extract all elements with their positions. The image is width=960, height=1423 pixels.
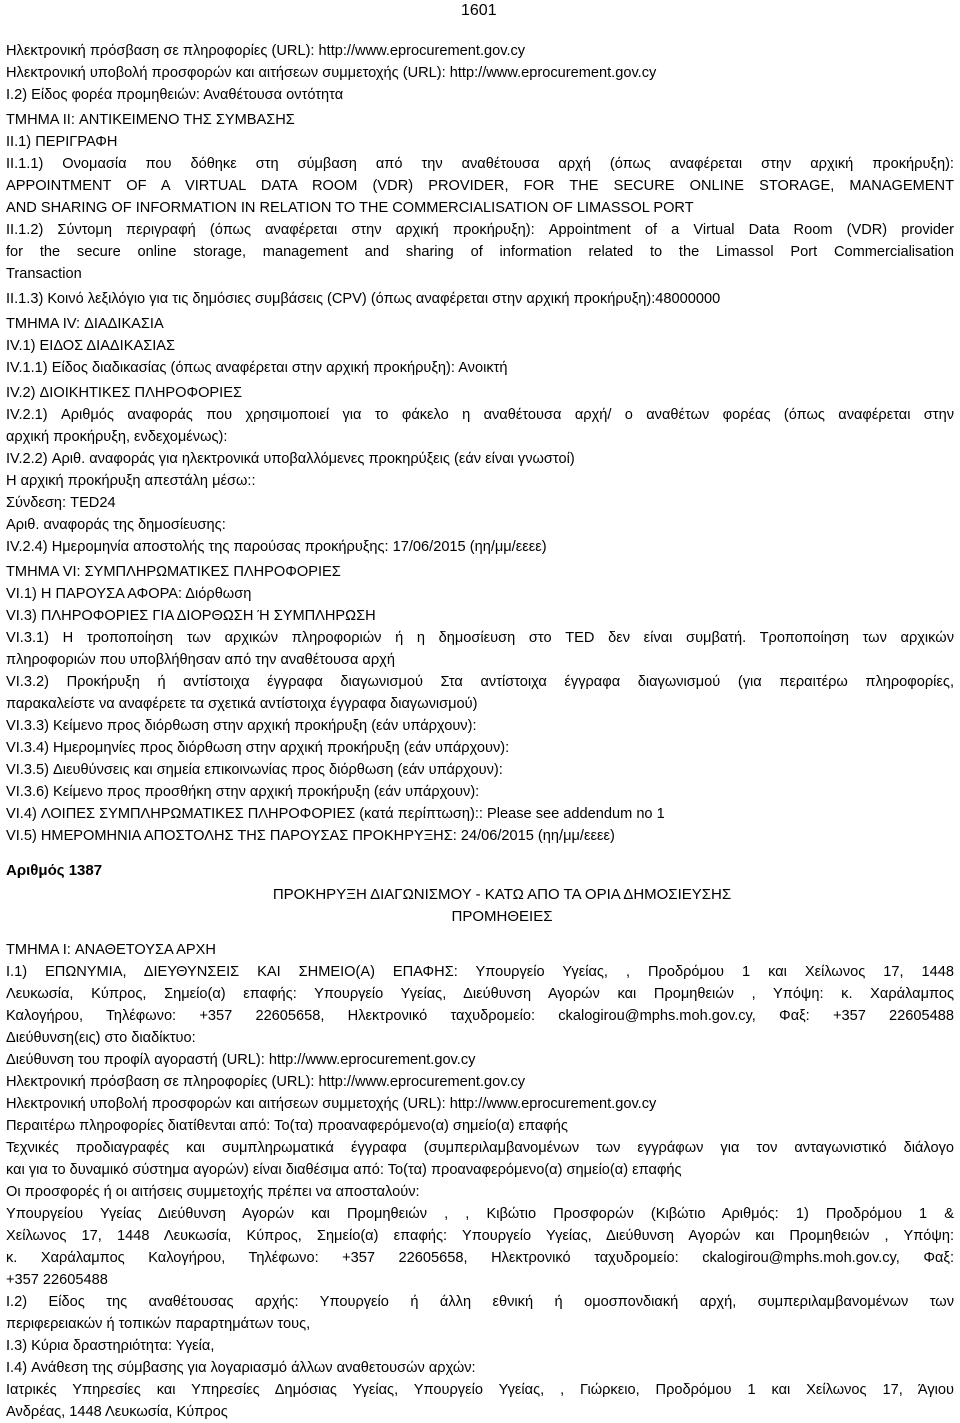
text-line: Η αρχική προκήρυξη απεστάλη μέσω:: — [6, 473, 256, 489]
text-line: for the secure online storage, management and sharing of information related to the Limassol Port Commercialisation — [6, 244, 954, 260]
text-line: II.1.1) Ονομασία που δόθηκε στη σύμβαση από την αναθέτουσα αρχή (όπως αναφέρεται στην αρχική προκήρυξη): — [6, 156, 954, 172]
text-line: I.2) Είδος της αναθέτουσας αρχής: Υπουργείο ή άλλη εθνική ή ομοσπονδιακή αρχή, συμπεριλαμβανομένων των — [6, 1294, 954, 1310]
text-line: Ιατρικές Υπηρεσίες και Υπηρεσίες Δημόσιας Υγείας, Υπουργείο Υγείας, , Γιώρκειο, Προδρόμου 1 και Χείλωνος 17, Άγιου — [6, 1382, 954, 1398]
text-line: I.3) Κύρια δραστηριότητα: Υγεία, — [6, 1338, 215, 1354]
text-line: κ. Χαράλαμπος Καλογήρου, Τηλέφωνο: +357 22605658, Ηλεκτρονικό ταχυδρομείο: ckalogirou@mphs.moh.gov.cy, Φαξ: — [6, 1250, 954, 1266]
text-line: Τεχνικές προδιαγραφές και συμπληρωματικά έγγραφα (συμπεριλαμβανομένων των εγγράφων για τον ανταγωνιστικό διάλογο — [6, 1140, 954, 1156]
text-line: VI.4) ΛΟΙΠΕΣ ΣΥΜΠΛΗΡΩΜΑΤΙΚΕΣ ΠΛΗΡΟΦΟΡΙΕΣ (κατά περίπτωση):: Please see addendum no 1 — [6, 806, 665, 822]
text-line: Διεύθυνση του προφίλ αγοραστή (URL): http://www.eprocurement.gov.cy — [6, 1052, 476, 1068]
text-line: IV.2.4) Ημερομηνία αποστολής της παρούσας προκήρυξης: 17/06/2015 (ηη/μμ/εεεε) — [6, 539, 547, 555]
text-line: VI.3.1) Η τροποποίηση των αρχικών πληροφοριών ή η δημοσίευση στο TED δεν είναι συμβατή. Τροποποίηση των αρχικών — [6, 630, 954, 646]
text-line: VI.3.2) Προκήρυξη ή αντίστοιχα έγγραφα διαγωνισμού Στα αντίστοιχα έγγραφα διαγωνισμού (για περαιτέρω πληροφορίες, — [6, 674, 954, 690]
text-line: I.1) ΕΠΩΝΥΜΙΑ, ΔΙΕΥΘΥΝΣΕΙΣ ΚΑΙ ΣΗΜΕΙΟ(Α) ΕΠΑΦΗΣ: Υπουργείο Υγείας, , Προδρόμου 1 και Χείλωνος 17, 1448 — [6, 964, 954, 980]
text-line: Ηλεκτρονική υποβολή προσφορών και αιτήσεων συμμετοχής (URL): http://www.eprocurement.gov.cy — [6, 1096, 657, 1112]
text-line: VI.3.6) Κείμενο προς προσθήκη στην αρχική προκήρυξη (εάν υπάρχουν): — [6, 784, 480, 800]
subsection-heading: VI.3) ΠΛΗΡΟΦΟΡΙΕΣ ΓΙΑ ΔΙΟΡΘΩΣΗ Ή ΣΥΜΠΛΗΡΩΣΗ — [6, 608, 376, 624]
subsection-heading: VI.1) Η ΠΑΡΟΥΣΑ ΑΦΟΡΑ: Διόρθωση — [6, 586, 252, 602]
text-line: αρχική προκήρυξη, ενδεχομένως): — [6, 429, 228, 445]
subsection-heading: IV.1) ΕΙΔΟΣ ΔΙΑΔΙΚΑΣΙΑΣ — [6, 338, 176, 354]
notice-title-line-2: ΠΡΟΜΗΘΕΙΕΣ — [451, 908, 553, 925]
text-line: πληροφοριών που υποβλήθησαν από την αναθέτουσα αρχή — [6, 652, 395, 668]
text-line: παρακαλείστε να αναφέρετε τα σχετικά αντίστοιχα έγγραφα διαγωνισμού) — [6, 696, 478, 712]
text-line: Ηλεκτρονική πρόσβαση σε πληροφορίες (URL): http://www.eprocurement.gov.cy — [6, 43, 526, 59]
text-line: VI.3.3) Κείμενο προς διόρθωση στην αρχική προκήρυξη (εάν υπάρχουν): — [6, 718, 477, 734]
text-line: και για το δυναμικό σύστημα αγορών) είναι διαθέσιμα από: Το(τα) προαναφερόμενο(α) σημείο(α) επαφής — [6, 1162, 682, 1178]
text-line: Χείλωνος 17, 1448 Λευκωσία, Κύπρος, Σημείο(α) επαφής: Υπουργείο Υγείας, Διεύθυνση Αγορών και Προμηθειών , Υπόψη: — [6, 1228, 954, 1244]
text-line: I.2) Είδος φορέα προμηθειών: Αναθέτουσα οντότητα — [6, 87, 344, 103]
text-line: Σύνδεση: TED24 — [6, 495, 116, 511]
text-line: VI.3.5) Διευθύνσεις και σημεία επικοινωνίας προς διόρθωση (εάν υπάρχουν): — [6, 762, 503, 778]
text-line: AND SHARING OF INFORMATION IN RELATION TO THE COMMERCIALISATION OF LIMASSOL PORT — [6, 200, 694, 216]
section-heading: ΤΜΗΜΑ II: ΑΝΤΙΚΕΙΜΕΝΟ ΤΗΣ ΣΥΜΒΑΣΗΣ — [6, 112, 295, 128]
lower-section — [6, 939, 954, 1423]
text-line: Ηλεκτρονική πρόσβαση σε πληροφορίες (URL): http://www.eprocurement.gov.cy — [6, 1074, 526, 1090]
text-line: Transaction — [6, 266, 82, 282]
notice-number: Αριθμός 1387 — [6, 862, 103, 879]
text-line: Διεύθυνση(εις) στο διαδίκτυο: — [6, 1030, 196, 1046]
text-line: Περαιτέρω πληροφορίες διατίθενται από: Το(τα) προαναφερόμενο(α) σημείο(α) επαφής — [6, 1118, 568, 1134]
text-line: IV.2.2) Αριθ. αναφοράς για ηλεκτρονικά υποβαλλόμενες προκηρύξεις (εάν είναι γνωστοί) — [6, 451, 575, 467]
text-line: Ανδρέας, 1448 Λευκωσία, Κύπρος — [6, 1404, 228, 1420]
text-line: περιφερειακών ή τοπικών παραρτημάτων τους, — [6, 1316, 311, 1332]
section-heading: ΤΜΗΜΑ IV: ΔΙΑΔΙΚΑΣΙΑ — [6, 316, 164, 332]
text-line: +357 22605488 — [6, 1272, 108, 1288]
section-heading: ΤΜΗΜΑ VI: ΣΥΜΠΛΗΡΩΜΑΤΙΚΕΣ ΠΛΗΡΟΦΟΡΙΕΣ — [6, 564, 341, 580]
text-line: IV.1.1) Είδος διαδικασίας (όπως αναφέρεται στην αρχική προκήρυξη): Ανοικτή — [6, 360, 508, 376]
notice-title — [0, 884, 960, 928]
subsection-heading: IV.2) ΔΙΟΙΚΗΤΙΚΕΣ ΠΛΗΡΟΦΟΡΙΕΣ — [6, 385, 242, 401]
text-line: VI.3.4) Ημερομηνίες προς διόρθωση στην αρχική προκήρυξη (εάν υπάρχουν): — [6, 740, 510, 756]
notice-title-line-1: ΠΡΟΚΗΡΥΞΗ ΔΙΑΓΩΝΙΣΜΟΥ - ΚΑΤΩ ΑΠΟ ΤΑ ΟΡΙΑ ΔΗΜΟΣΙΕΥΣΗΣ — [272, 886, 732, 903]
section-heading: ΤΜΗΜΑ I: ΑΝΑΘΕΤΟΥΣΑ ΑΡΧΗ — [6, 942, 216, 958]
text-line: IV.2.1) Αριθμός αναφοράς που χρησιμοποιεί για το φάκελο η αναθέτουσα αρχή/ ο αναθέτων φορέας (όπως αναφέρεται στην — [6, 407, 954, 423]
upper-section — [6, 40, 954, 847]
text-line: Αριθ. αναφοράς της δημοσίευσης: — [6, 517, 226, 533]
subsection-heading: II.1) ΠΕΡΙΓΡΑΦΗ — [6, 134, 118, 150]
text-line: Υπουργείου Υγείας Διεύθυνση Αγορών και Προμηθειών , , Κιβώτιο Προσφορών (Κιβώτιο Αριθμός: 1) Προδρόμου 1 & — [6, 1206, 954, 1222]
text-line: II.1.3) Κοινό λεξιλόγιο για τις δημόσιες συμβάσεις (CPV) (όπως αναφέρεται στην αρχική προκήρυξη):48000000 — [6, 291, 721, 307]
text-line: Λευκωσία, Κύπρος, Σημείο(α) επαφής: Υπουργείο Υγείας, Διεύθυνση Αγορών και Προμηθειών , Υπόψη: κ. Χαράλαμπος — [6, 986, 954, 1002]
text-line: VI.5) ΗΜΕΡΟΜΗΝΙΑ ΑΠΟΣΤΟΛΗΣ ΤΗΣ ΠΑΡΟΥΣΑΣ ΠΡΟΚΗΡΥΞΗΣ: 24/06/2015 (ηη/μμ/εεεε) — [6, 828, 615, 844]
text-line: I.4) Ανάθεση της σύμβασης για λογαριασμό άλλων αναθετουσών αρχών: — [6, 1360, 476, 1376]
text-line: APPOINTMENT OF A VIRTUAL DATA ROOM (VDR) PROVIDER, FOR THE SECURE ONLINE STORAGE, MANAGEMENT — [6, 178, 954, 194]
page-number: 1601 — [461, 2, 497, 19]
text-line: II.1.2) Σύντομη περιγραφή (όπως αναφέρεται στην αρχική προκήρυξη): Appointment of a Virtual Data Room (VDR) provider — [6, 222, 954, 238]
text-line: Ηλεκτρονική υποβολή προσφορών και αιτήσεων συμμετοχής (URL): http://www.eprocurement.gov.cy — [6, 65, 657, 81]
text-line: Οι προσφορές ή οι αιτήσεις συμμετοχής πρέπει να αποσταλούν: — [6, 1184, 420, 1200]
text-line: Καλογήρου, Τηλέφωνο: +357 22605658, Ηλεκτρονικό ταχυδρομείο: ckalogirou@mphs.moh.gov.cy, Φαξ: +357 22605488 — [6, 1008, 954, 1024]
